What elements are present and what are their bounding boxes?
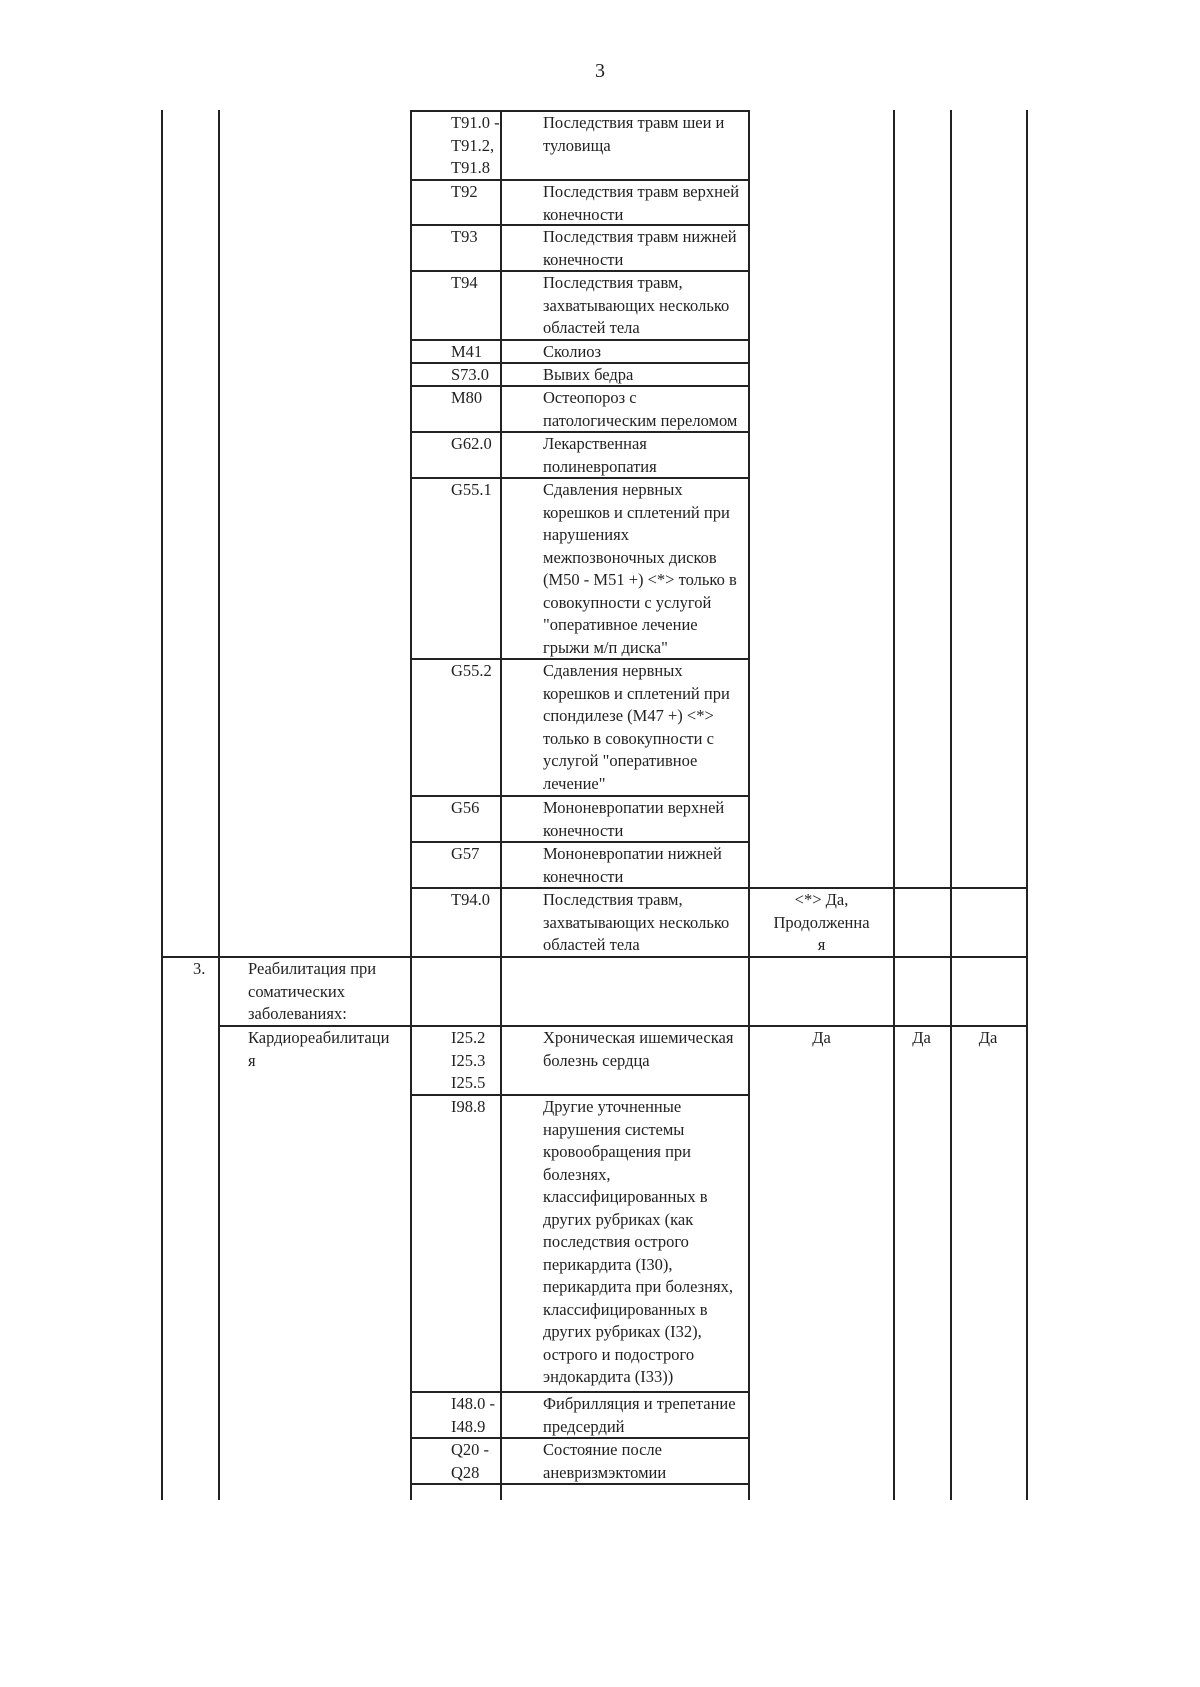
code-cell: T94 <box>451 273 478 292</box>
name-cell: Последствия травм нижней конечности <box>543 227 737 269</box>
status-cell: Да <box>912 1028 931 1047</box>
name-cell: Сдавления нервных корешков и сплетений при спондилезе (M47 +) <*> только в совокупности с услугой "оперативное лечение" <box>543 661 730 793</box>
name-cell: Лекарственная полиневропатия <box>543 434 657 476</box>
code-cell: I25.2 I25.3 I25.5 <box>451 1028 486 1092</box>
name-cell: Другие уточненные нарушения системы кровообращения при болезнях, классифицированных в других рубриках (как последствия острого перикардита (I30), перикардита при болезнях, классифицированных в других рубриках (I32), острого и подострого эндокардита (I33)) <box>543 1097 733 1386</box>
name-cell: Последствия травм верхней конечности <box>543 182 740 224</box>
name-cell: Последствия травм, захватывающих несколько областей тела <box>543 890 730 954</box>
name-cell: Хроническая ишемическая болезнь сердца <box>543 1028 734 1070</box>
name-cell: Последствия травм, захватывающих несколько областей тела <box>543 273 730 337</box>
code-cell: T91.0 - T91.2, T91.8 <box>451 113 500 177</box>
code-cell: G56 <box>451 798 480 817</box>
code-cell: G62.0 <box>451 434 492 453</box>
code-cell: G55.1 <box>451 480 492 499</box>
code-cell: S73.0 <box>451 365 490 384</box>
name-cell: Фибрилляция и трепетание предсердий <box>543 1394 736 1436</box>
code-cell: I48.0 - I48.9 <box>451 1394 495 1436</box>
name-cell: Сколиоз <box>543 342 602 361</box>
status-cell: Да <box>978 1028 998 1047</box>
code-cell: M41 <box>451 342 483 361</box>
code-cell: M80 <box>451 388 483 407</box>
row-number: 3. <box>193 959 206 978</box>
name-cell: Состояние после аневризмэктомии <box>543 1440 667 1482</box>
name-cell: Сдавления нервных корешков и сплетений при нарушениях межпозвоночных дисков (M50 - M51 +) <*> только в совокупности с услугой "оперативное лечение грыжи м/п диска" <box>543 480 737 657</box>
name-cell: Остеопороз с патологическим переломом <box>543 388 738 430</box>
code-cell: T93 <box>451 227 478 246</box>
section-title: Кардиореабилитаци я <box>248 1028 390 1070</box>
name-cell: Последствия травм шеи и туловища <box>543 113 725 155</box>
name-cell: Мононевропатии нижней конечности <box>543 844 722 886</box>
code-cell: G57 <box>451 844 480 863</box>
code-cell: T94.0 <box>451 890 490 909</box>
page-number: 3 <box>595 60 605 82</box>
section-title: Реабилитация при соматических заболеваниях: <box>248 959 377 1023</box>
code-cell: G55.2 <box>451 661 492 680</box>
code-cell: T92 <box>451 182 478 201</box>
code-cell: Q20 - Q28 <box>451 1440 490 1482</box>
code-cell: I98.8 <box>451 1097 486 1116</box>
status-cell: <*> Да, Продолженна я <box>773 890 870 954</box>
status-cell: Да <box>812 1028 831 1047</box>
name-cell: Вывих бедра <box>543 365 634 384</box>
name-cell: Мононевропатии верхней конечности <box>543 798 725 840</box>
